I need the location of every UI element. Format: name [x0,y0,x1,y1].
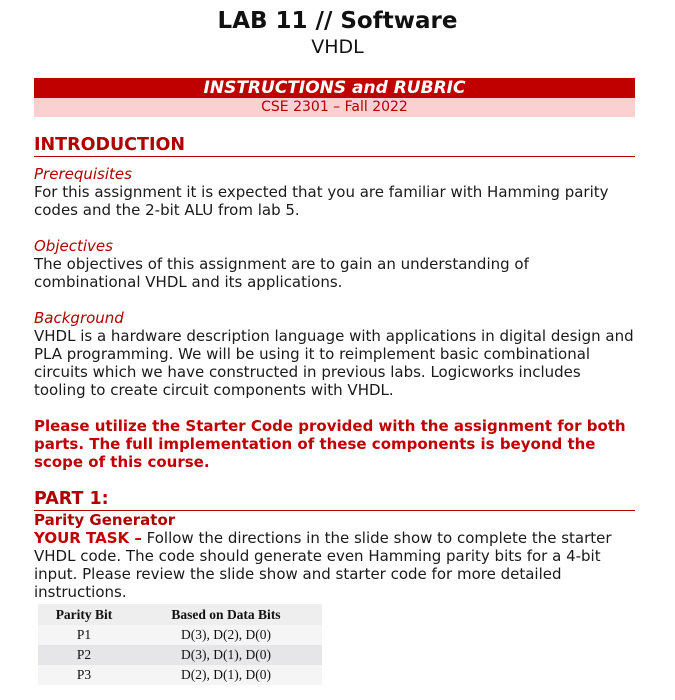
course-banner: CSE 2301 – Fall 2022 [34,98,635,117]
starter-code-note: Please utilize the Starter Code provided with the assignment for both parts. The full implementation of these components is beyond the scope of this course. [34,417,626,471]
task-description [34,529,634,601]
background-text: VHDL is a hardware description language with applications in digital design and PLA programming. We will be using it to reimplement basic combinational circuits which we have constructed in previous labs. Logicworks includes tooling to create circuit components with VHDL. [34,327,634,399]
task-text: Follow the directions in the slide show to complete the starter VHDL code. The code should generate even Hamming parity bits for a 4-bit input. Please review the slide show and starter code for more detailed instructions. [34,529,612,601]
prerequisites-text: For this assignment it is expected that you are familiar with Hamming parity codes and the 2-bit ALU from lab 5. [34,183,609,219]
data-bits-cell: D(2), D(1), D(0) [130,665,322,685]
data-bits-cell: D(3), D(2), D(0) [130,625,322,645]
parity-bit-cell: P2 [38,645,130,665]
parity-bit-cell: P1 [38,625,130,645]
instructions-banner: INSTRUCTIONS and RUBRIC [34,78,635,98]
background-label: Background [34,309,124,327]
introduction-heading: INTRODUCTION [34,135,635,157]
header-data-bits: Based on Data Bits [130,604,322,625]
table-header-row [38,604,322,625]
parity-bit-cell: P3 [38,665,130,685]
table-row [38,665,322,685]
part1-heading: PART 1: [34,489,635,511]
document-subtitle: VHDL [311,36,364,58]
task-label: YOUR TASK – [34,529,142,547]
objectives-label: Objectives [34,237,113,255]
table-row [38,625,322,645]
parity-table [38,604,322,685]
document-title: LAB 11 // Software [217,8,458,34]
table-row [38,645,322,665]
prerequisites-label: Prerequisites [34,165,132,183]
parity-generator-subheading: Parity Generator [34,511,176,529]
header-parity-bit: Parity Bit [38,604,130,625]
objectives-text: The objectives of this assignment are to gain an understanding of combinational VHDL and its applications. [34,255,529,291]
data-bits-cell: D(3), D(1), D(0) [130,645,322,665]
